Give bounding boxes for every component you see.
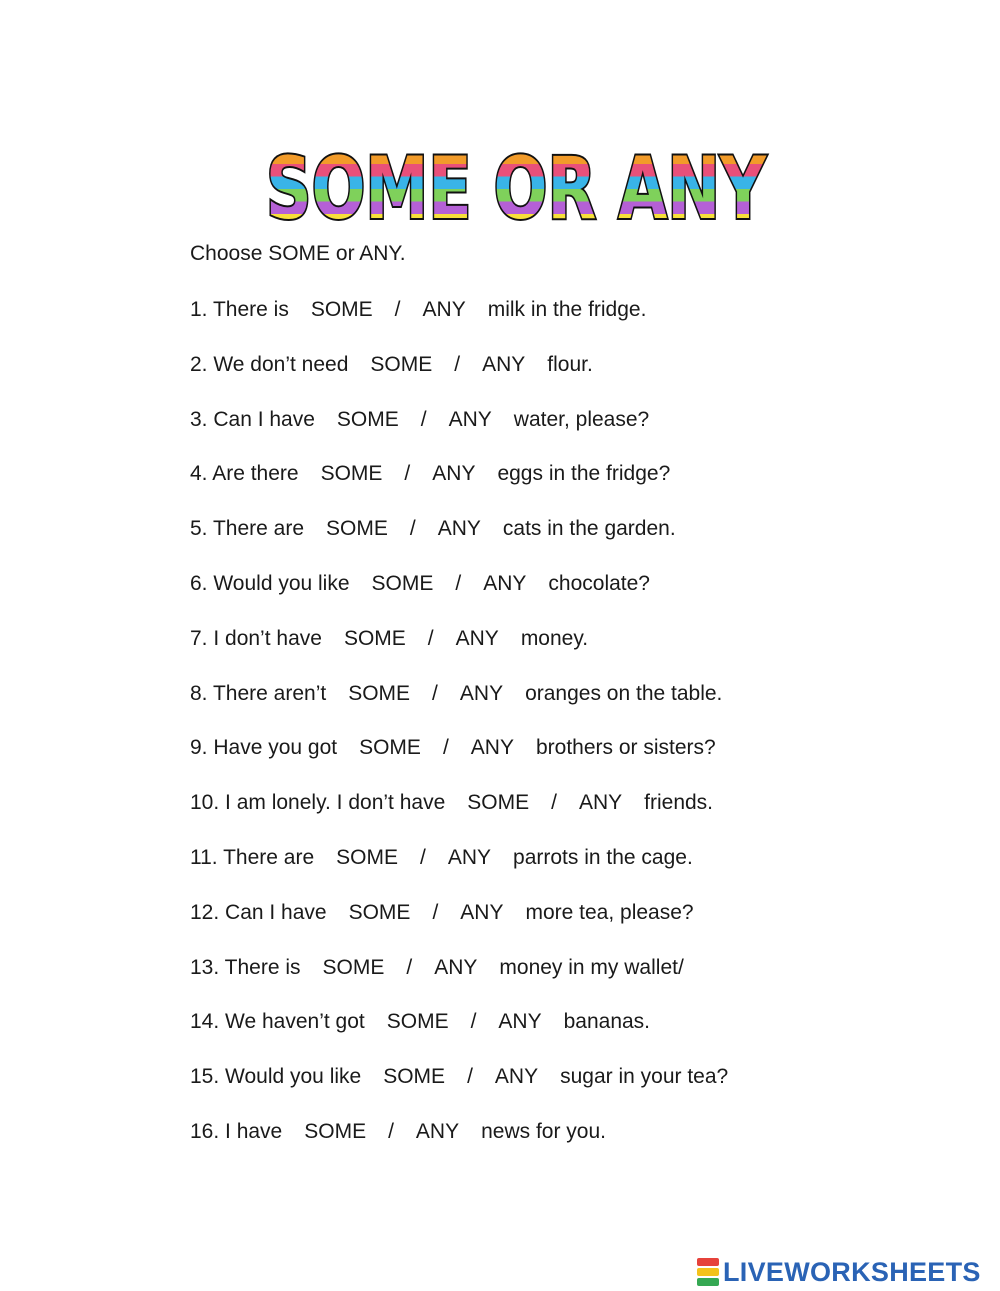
option-some[interactable]: SOME bbox=[326, 517, 388, 541]
question-item bbox=[190, 682, 728, 737]
question-text: 1. There is bbox=[190, 298, 289, 321]
icon-bar-green bbox=[697, 1278, 719, 1286]
question-ending: parrots in the cage. bbox=[513, 845, 693, 869]
icon-bar-red bbox=[697, 1258, 719, 1266]
option-separator: / bbox=[551, 791, 557, 815]
option-separator: / bbox=[394, 298, 401, 321]
icon-bar-yellow bbox=[697, 1268, 719, 1276]
option-some[interactable]: SOME bbox=[359, 736, 421, 760]
option-separator: / bbox=[404, 462, 411, 486]
question-ending: more tea, please? bbox=[525, 900, 694, 924]
option-any[interactable]: ANY bbox=[460, 900, 504, 924]
option-some[interactable]: SOME bbox=[336, 845, 398, 869]
liveworksheets-icon bbox=[697, 1258, 719, 1286]
question-item bbox=[190, 298, 728, 353]
option-some[interactable]: SOME bbox=[304, 1119, 367, 1143]
question-text: 4. Are there bbox=[190, 462, 299, 486]
question-text: 10. I am lonely. I don’t have bbox=[190, 791, 446, 815]
option-separator: / bbox=[409, 517, 416, 541]
option-some[interactable]: SOME bbox=[348, 681, 411, 705]
liveworksheets-logo bbox=[697, 1255, 981, 1289]
instruction-text: Choose SOME or ANY. bbox=[190, 242, 406, 265]
option-separator: / bbox=[388, 1119, 394, 1143]
option-separator: / bbox=[455, 571, 462, 595]
option-any[interactable]: ANY bbox=[432, 462, 476, 486]
option-some[interactable]: SOME bbox=[383, 1065, 446, 1089]
question-list bbox=[190, 298, 728, 1175]
question-text: 13. There is bbox=[190, 955, 301, 979]
option-some[interactable]: SOME bbox=[343, 626, 406, 650]
question-ending: brothers or sisters? bbox=[535, 736, 716, 760]
option-separator: / bbox=[432, 900, 439, 924]
question-text: 6. Would you like bbox=[190, 571, 350, 595]
option-any[interactable]: ANY bbox=[470, 736, 514, 760]
option-any[interactable]: ANY bbox=[422, 298, 466, 321]
question-item bbox=[190, 956, 728, 1011]
question-item bbox=[190, 736, 728, 791]
rainbow-title-art bbox=[262, 138, 770, 239]
question-text: 7. I don’t have bbox=[190, 626, 322, 650]
question-item bbox=[190, 901, 728, 956]
brand-name: LIVEWORKSHEETS bbox=[723, 1256, 981, 1287]
question-item bbox=[190, 408, 728, 463]
question-ending: oranges on the table. bbox=[525, 681, 723, 705]
question-ending: flour. bbox=[547, 352, 593, 376]
option-separator: / bbox=[419, 845, 426, 869]
question-item bbox=[190, 791, 728, 846]
question-item bbox=[190, 462, 728, 517]
option-some[interactable]: SOME bbox=[310, 298, 373, 321]
question-text: 5. There are bbox=[190, 517, 305, 541]
question-item bbox=[190, 627, 728, 682]
option-any[interactable]: ANY bbox=[494, 1065, 539, 1089]
question-item bbox=[190, 846, 728, 901]
question-ending: eggs in the fridge? bbox=[497, 462, 671, 486]
question-text: 14. We haven’t got bbox=[190, 1010, 365, 1034]
question-text: 16. I have bbox=[190, 1119, 283, 1143]
option-separator: / bbox=[454, 352, 461, 376]
option-any[interactable]: ANY bbox=[447, 845, 492, 869]
question-ending: sugar in your tea? bbox=[560, 1065, 729, 1089]
option-some[interactable]: SOME bbox=[467, 791, 530, 815]
option-separator: / bbox=[470, 1010, 477, 1034]
option-any[interactable]: ANY bbox=[448, 407, 492, 431]
question-text: 12. Can I have bbox=[190, 900, 327, 924]
option-any[interactable]: ANY bbox=[482, 352, 526, 376]
option-some[interactable]: SOME bbox=[322, 955, 385, 979]
question-item bbox=[190, 572, 728, 627]
option-separator: / bbox=[427, 626, 434, 650]
option-some[interactable]: SOME bbox=[348, 900, 411, 924]
question-item bbox=[190, 1120, 728, 1175]
option-any[interactable]: ANY bbox=[483, 571, 527, 595]
question-text: 2. We don’t need bbox=[190, 352, 349, 376]
option-some[interactable]: SOME bbox=[371, 571, 434, 595]
option-any[interactable]: ANY bbox=[498, 1010, 542, 1034]
option-separator: / bbox=[432, 681, 438, 705]
question-text: 11. There are bbox=[190, 845, 315, 869]
question-ending: money in my wallet/ bbox=[499, 955, 684, 979]
question-ending: chocolate? bbox=[548, 571, 650, 595]
question-item bbox=[190, 1010, 728, 1065]
question-item bbox=[190, 353, 728, 408]
option-any[interactable]: ANY bbox=[434, 955, 478, 979]
question-ending: milk in the fridge. bbox=[487, 298, 647, 321]
option-some[interactable]: SOME bbox=[336, 407, 399, 431]
question-ending: friends. bbox=[644, 791, 714, 815]
option-some[interactable]: SOME bbox=[370, 352, 433, 376]
question-ending: money. bbox=[520, 626, 589, 650]
option-separator: / bbox=[420, 407, 427, 431]
worksheet-title bbox=[262, 138, 770, 239]
question-text: 9. Have you got bbox=[190, 736, 338, 760]
option-any[interactable]: ANY bbox=[459, 681, 504, 705]
question-ending: water, please? bbox=[513, 407, 650, 431]
option-separator: / bbox=[467, 1065, 473, 1089]
question-ending: bananas. bbox=[563, 1010, 651, 1034]
question-item bbox=[190, 1065, 728, 1120]
question-text: 3. Can I have bbox=[190, 407, 315, 431]
option-any[interactable]: ANY bbox=[415, 1119, 460, 1143]
option-any[interactable]: ANY bbox=[437, 517, 481, 541]
question-ending: news for you. bbox=[481, 1119, 607, 1143]
option-separator: / bbox=[442, 736, 449, 760]
option-any[interactable]: ANY bbox=[455, 626, 499, 650]
option-some[interactable]: SOME bbox=[386, 1010, 449, 1034]
question-item bbox=[190, 517, 728, 572]
question-ending: cats in the garden. bbox=[502, 517, 676, 541]
title-text: SOME OR ANY bbox=[266, 139, 768, 239]
option-separator: / bbox=[406, 955, 413, 979]
question-text: 15. Would you like bbox=[190, 1065, 362, 1089]
question-text: 8. There aren’t bbox=[190, 681, 327, 705]
option-some[interactable]: SOME bbox=[320, 462, 383, 486]
option-any[interactable]: ANY bbox=[578, 791, 623, 815]
